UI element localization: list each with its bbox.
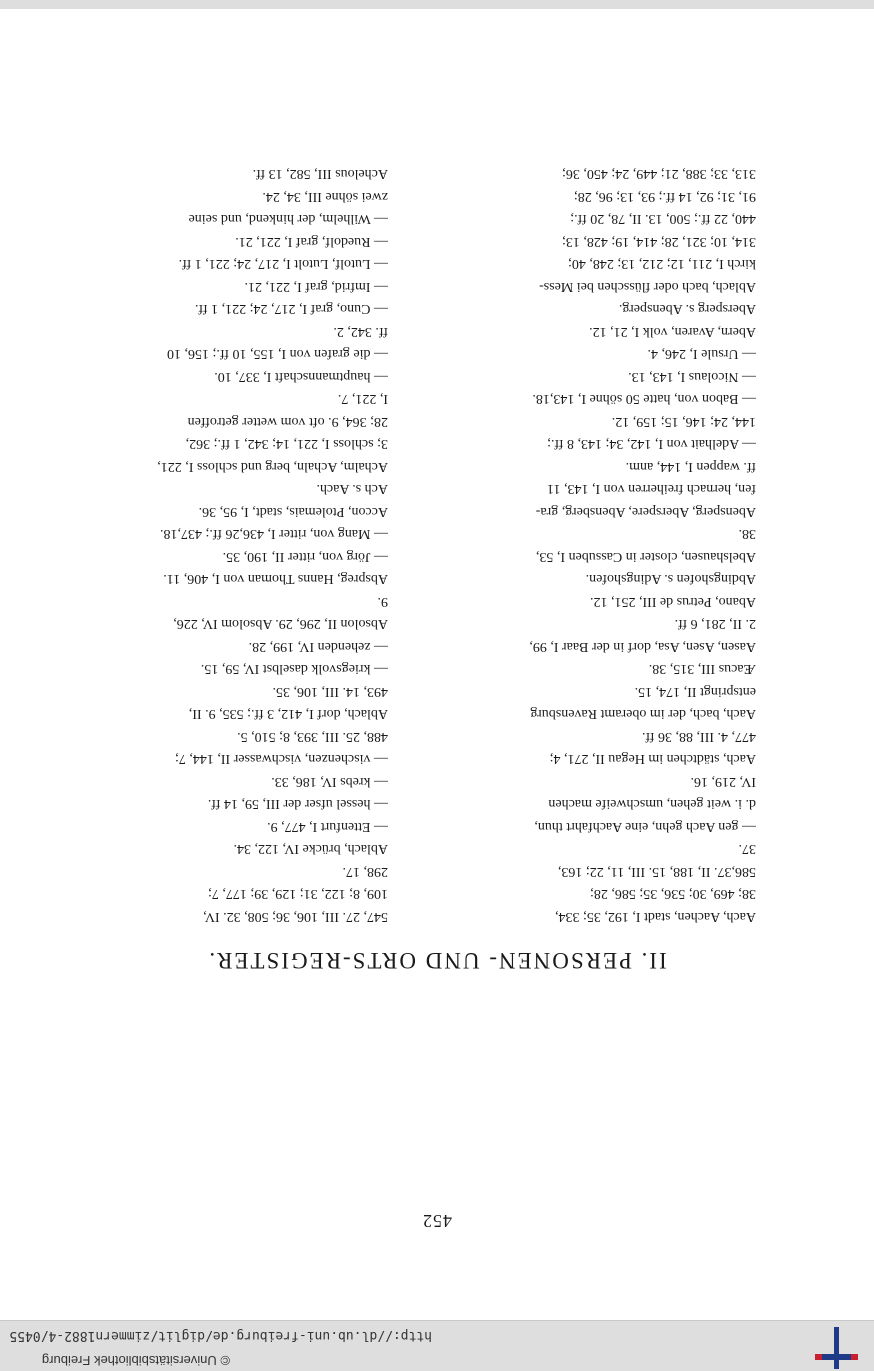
index-entry-line: Ablach, dorf I, 412, 3 ff.; 535, 9. II,: [188, 706, 388, 722]
index-entry-line: fen, hernach freiherren von I, 143, 11: [546, 481, 756, 497]
index-entry-line: — Ursule I, 246, 4.: [647, 346, 756, 362]
index-entry-line: — hauptmannschaft I, 337, 10.: [214, 369, 388, 384]
index-entry-line: — gen Aach gehn, eine Aachfahrt thun,: [534, 819, 756, 834]
index-entry-line: 493, 14. III, 106, 35.: [272, 684, 388, 699]
index-entry-line: IV, 219, 16.: [690, 774, 756, 789]
index-entry-line: 37.: [738, 841, 756, 857]
index-entry-line: kirch I, 211, 12; 212, 13; 248, 40;: [567, 256, 756, 272]
source-url-link[interactable]: http://dl.ub.uni-freiburg.de/diglit/zimmern1882-4/0455: [9, 1328, 432, 1343]
index-entry-line: 440, 22 ff.; 500, 13. II, 78, 20 ff.;: [570, 211, 756, 227]
index-entry-line: entspringt II, 174, 15.: [634, 684, 756, 699]
index-entry-line: — Cuno, graf I, 217, 24; 221, 1 ff.: [195, 301, 388, 317]
index-entry-line: Achalm, Achaln, berg und schloss I, 221,: [157, 459, 388, 474]
index-entry-line: 298, 17.: [342, 864, 388, 879]
index-entry-line: Ablach, brücke IV, 122, 34.: [233, 841, 388, 857]
index-entry-line: — Jörg von, ritter II, 190, 35.: [222, 549, 388, 564]
index-entry-line: 547, 27. III, 106, 36; 508, 32. IV,: [203, 909, 388, 924]
index-entry-line: Ablach, bach oder flüsschen bei Mess-: [539, 279, 756, 294]
index-entry-line: 109, 8; 122, 31; 129, 39; 177, 7;: [207, 886, 388, 902]
viewer-footer-bar: [0, 0, 874, 9]
index-entry-line: 314, 10; 321, 28; 414, 19; 428, 13;: [561, 234, 756, 249]
viewer-header-bar: [0, 1320, 874, 1371]
index-entry-line: 91, 31; 92, 14 ff.; 93, 13; 96, 28;: [573, 189, 756, 204]
index-entry-line: 488, 25. III, 393, 8; 510, 5.: [237, 729, 388, 744]
ub-freiburg-logo-icon: [814, 1325, 858, 1369]
index-entry-line: — Ettenfurt I, 477, 9.: [267, 819, 388, 834]
index-entry-line: Abern, Avaren, volk I, 21, 12.: [589, 324, 756, 339]
index-entry-line: Aach, bach, der im oberamt Ravensburg: [530, 706, 756, 722]
index-entry-line: ff. wappen I, 144, anm.: [625, 459, 756, 474]
index-entry-line: d. i. weit gehen, umschweife machen: [548, 796, 756, 812]
index-entry-line: — krebs IV, 186, 33.: [271, 774, 388, 789]
index-entry-line: zwei söhne III, 34, 24.: [262, 189, 388, 204]
index-entry-line: Accon, Ptolemais, stadt, I, 95, 36.: [198, 504, 388, 519]
index-entry-line: 586,37. II, 188, 15. III, 11, 22; 163,: [557, 864, 756, 879]
index-entry-line: ff. 342, 2.: [333, 324, 388, 339]
index-entry-line: 477, 4. III, 88, 36 ff.: [641, 729, 756, 744]
index-entry-line: I, 221, 7.: [337, 391, 388, 407]
index-entry-line: Abdingshofen s. Adingshofen.: [585, 571, 756, 587]
index-entry-line: 28; 364, 9. oft vom wetter getroffen: [187, 414, 388, 429]
index-column-right: [70, 162, 388, 927]
index-entry-line: Æacus III, 315, 38.: [648, 661, 756, 677]
index-entry-line: — kriegsvolk daselbst IV, 59, 15.: [200, 661, 388, 677]
page-number: 452: [422, 1211, 452, 1231]
index-entry-line: — Imfrid, graf I, 221, 21.: [244, 279, 388, 294]
index-entry-line: — die grafen von I, 155, 10 ff.; 156, 10: [167, 346, 388, 362]
index-entry-line: — Babon von, hatte 50 söhne I, 143,18.: [532, 391, 756, 407]
index-entry-line: — Mang von, ritter I, 436,26 ff.; 437,18.: [160, 526, 388, 542]
index-entry-line: 38.: [738, 526, 756, 542]
index-entry-line: 2. II, 281, 6 ff.: [674, 616, 756, 632]
index-entry-line: 3; schloss I, 221, 14; 342, 1 ff.; 362,: [185, 436, 388, 452]
index-entry-line: — Wilhelm, der hinkend, und seine: [188, 211, 388, 227]
index-entry-line: — Lutolf, Lutolt I, 217, 24; 221, 1 ff.: [178, 256, 388, 272]
index-entry-line: Abano, Petrus de III, 251, 12.: [589, 594, 756, 609]
index-entry-line: Aach, städtchen im Hegau II, 271, 4;: [549, 751, 756, 767]
index-entry-line: Abensperg, Aberspere, Abensberg, gra-: [535, 504, 756, 519]
index-entry-line: Achelous III, 582, 13 ff.: [252, 166, 388, 182]
index-entry-line: Aasen, Asen, Asa, dorf in der Baar I, 99,: [529, 639, 756, 654]
index-entry-line: Abersperg s. Abensperg.: [618, 301, 756, 317]
index-entry-line: Ach s. Aach.: [316, 481, 388, 497]
index-entry-line: Absolon II, 296, 29. Absolom IV, 226,: [173, 616, 388, 632]
copyright-notice: © Universitätsbibliothek Freiburg: [41, 1353, 230, 1368]
index-entry-line: — zehenden IV, 199, 28.: [248, 639, 388, 654]
index-column-left: [438, 162, 756, 927]
index-entry-line: 144, 24; 146, 15; 159, 12.: [611, 414, 756, 429]
index-entry-line: — hessel ufser der III, 59, 14 ff.: [207, 796, 388, 812]
index-entry-line: Abspreg, Hanns Thoman von I, 406, 11.: [163, 571, 388, 587]
index-entry-line: 9.: [377, 594, 388, 609]
index-entry-line: — Ruedolf, graf I, 221, 21.: [235, 234, 388, 249]
page-title: II. PERSONEN- UND ORTS-REGISTER.: [207, 948, 667, 973]
index-entry-line: — Adelhait von I, 142, 34; 143, 8 ff.;: [547, 436, 756, 452]
index-entry-line: — vischenzen, vischwasser II, 144, 7;: [174, 751, 388, 767]
index-entry-line: 313, 33; 388, 21; 449, 24; 450, 36;: [561, 166, 756, 182]
index-entry-line: — Nicolaus I, 143, 13.: [628, 369, 756, 384]
index-entry-line: Aach, Aachen, stadt I, 192, 35; 334,: [554, 909, 756, 924]
index-entry-line: 38; 469, 30; 536, 35; 586, 28;: [589, 886, 756, 902]
index-entry-line: Abelshausen, closter in Cassuben I, 53,: [535, 549, 756, 564]
